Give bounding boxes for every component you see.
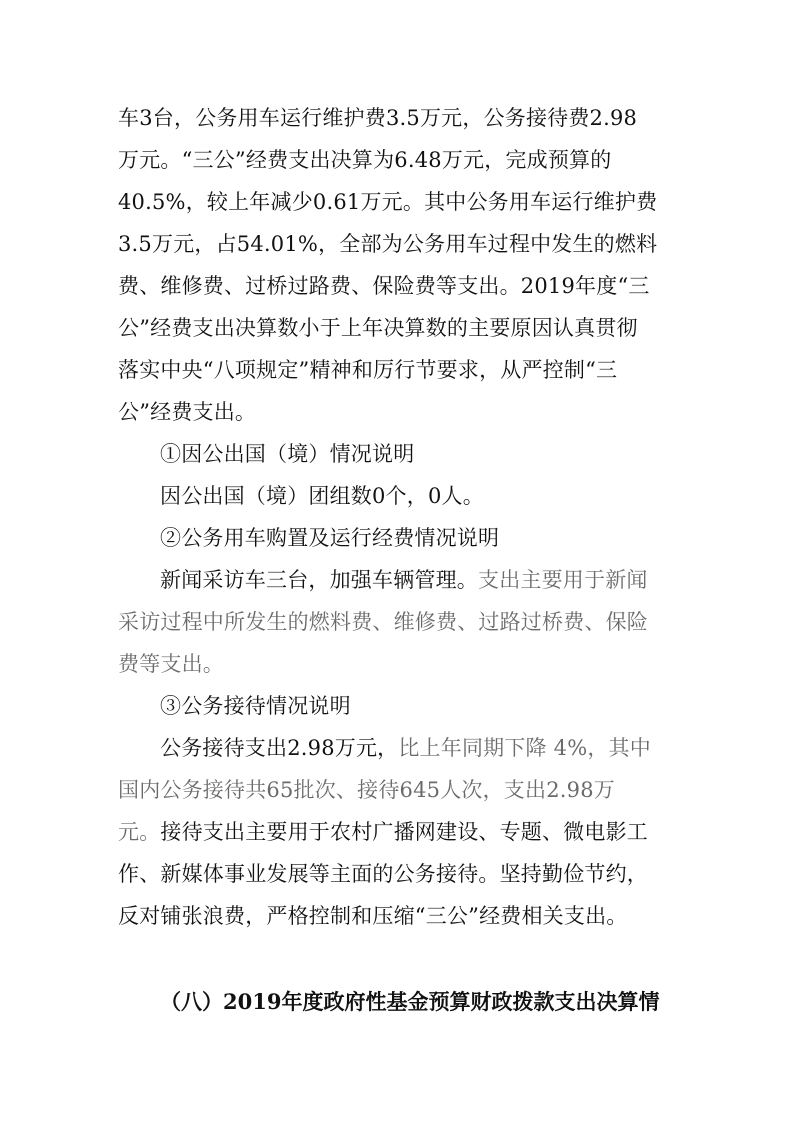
paragraph-line: 落实中央“八项规定”精神和厉行节要求，从严控制“三 [118, 358, 618, 382]
text-span: 接待支出主要用于农村广播网建设、专题、微电影工 [160, 820, 649, 844]
paragraph-line: 40.5%，较上年减少0.61万元。其中公务用车运行维护费 [118, 190, 658, 214]
section-text-overseas: 因公出国（境）团组数0个，0人。 [160, 484, 484, 508]
section-text-vehicles: 费等支出。 [118, 652, 224, 676]
paragraph-line: 费、维修费、过桥过路费、保险费等支出。2019年度“三 [118, 274, 650, 298]
text-span-muted: 支出主要用于新闻 [478, 568, 648, 592]
text-span-muted: 比上年同期下降 4%，其中 [398, 736, 651, 760]
section-title-vehicles: ②公务用车购置及运行经费情况说明 [160, 526, 500, 550]
section-text-reception [160, 734, 720, 762]
section-text-reception [118, 818, 678, 846]
section-text-reception: 国内公务接待共65批次、接待645人次，支出2.98万 [118, 778, 615, 802]
section-text-vehicles [160, 566, 720, 594]
paragraph-line: 3.5万元，占54.01%，全部为公务用车过程中发生的燃料 [118, 232, 658, 256]
section-heading: （八）2019年度政府性基金预算财政拨款支出决算情 [160, 989, 660, 1014]
paragraph-line: 车3台，公务用车运行维护费3.5万元，公务接待费2.98 [118, 106, 638, 130]
section-text-vehicles: 采访过程中所发生的燃料费、维修费、过路过桥费、保险 [118, 610, 648, 634]
paragraph-line: 万元。“三公”经费支出决算为6.48万元，完成预算的 [118, 148, 612, 172]
paragraph-line: 公”经费支出决算数小于上年决算数的主要原因认真贯彻 [118, 316, 638, 340]
section-title-overseas: ①因公出国（境）情况说明 [160, 442, 415, 466]
section-text-reception: 作、新媒体事业发展等主面的公务接待。坚持勤俭节约， [118, 862, 648, 886]
text-span: 公务接待支出2.98万元， [160, 736, 399, 760]
section-text-reception: 反对铺张浪费，严格控制和压缩“三公”经费相关支出。 [118, 904, 628, 928]
section-title-reception: ③公务接待情况说明 [160, 694, 351, 718]
paragraph-line: 公”经费支出。 [118, 400, 257, 424]
text-span-muted: 元。 [118, 820, 161, 844]
text-span: 新闻采访车三台，加强车辆管理。 [160, 568, 478, 592]
